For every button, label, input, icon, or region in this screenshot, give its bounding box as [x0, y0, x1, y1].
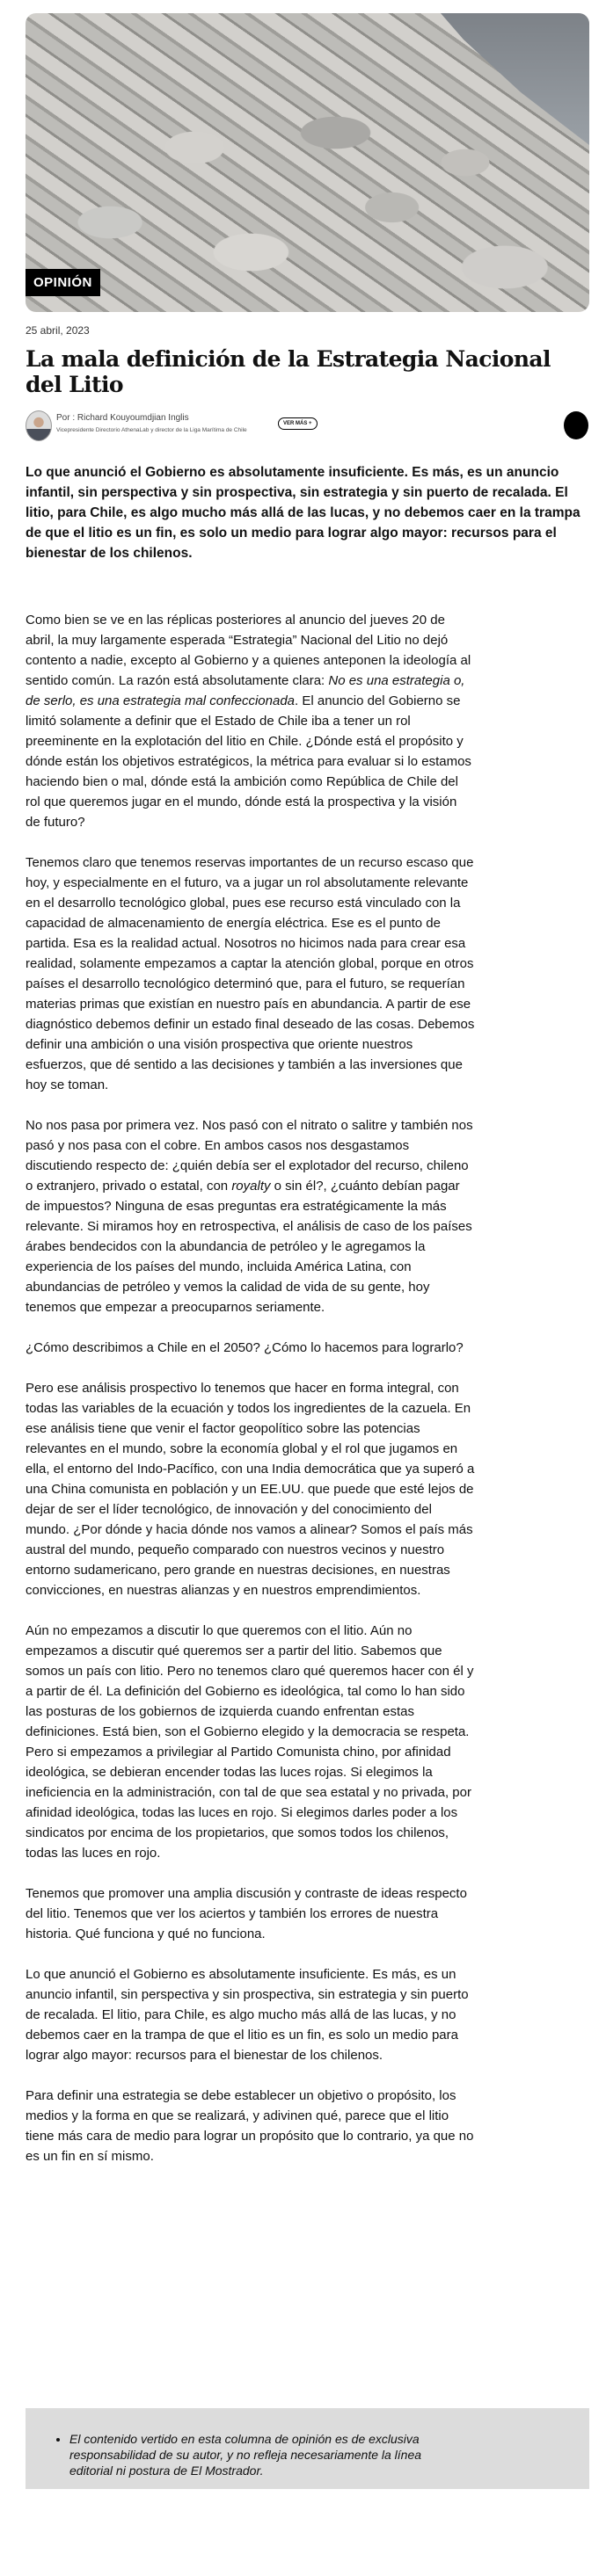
sky: [361, 13, 589, 145]
disclaimer-text: • El contenido vertido en esta columna de opinión es de exclusiva responsabilidad de su autor, y no refleja necesariamente la línea editorial ni postura de El Mostrador.: [69, 2431, 439, 2478]
paragraph: [26, 610, 475, 832]
italic-text: royalty: [231, 1179, 271, 1194]
article-lead: Lo que anunció el Gobierno es absolutamente insuficiente. Es más, es un anuncio infantil, sin perspectiva y sin prospectiva, sin estrategia y sin puerto de recalada. El litio, para Chile, es algo mucho más allá de las lucas, y no debemos caer en la trampa de que el litio es un fin, es solo un medio para lograr algo mayor: recursos para el bienestar de los chilenos.: [26, 465, 580, 561]
paragraph: Tenemos claro que tenemos reservas importantes de un recurso escaso que hoy, y especialmente en el futuro, va a jugar un rol absolutamente relevante en el desarrollo tecnológico global, pues ese recurso está vinculado con la capacidad de almacenamiento de energía eléctrica. Ese es el punto de partida. Esa es la realidad actual. Nosotros no hicimos nada para crear esa realidad, solamente empezamos a captar la atención global, porque en otros países el desarrollo tecnológico determinó que, para el futuro, se requerían materias primas que existían en nuestro país en abundancia. A partir de ese diagnóstico debemos definir un estado final deseado de las cosas. Debemos definir una ambición o una visión prospectiva que oriente nuestros esfuerzos, que dé sentido a las decisiones y también a las inversiones que hoy se toman.: [26, 855, 475, 1092]
author-role: Vicepresidente Directorio AthenaLab y director de la Liga Marítima de Chile: [56, 427, 247, 433]
paragraph: ¿Cómo describimos a Chile en el 2050? ¿Cómo lo hacemos para lograrlo?: [26, 1340, 464, 1355]
text: . El anuncio del Gobierno se limitó solamente a definir que el Estado de Chile iba a tener un rol preeminente en la explotación del litio en Chile. ¿Dónde está el propósito y dónde están los objetivos estratégicos, la métrica para evaluar si lo estamos haciendo bien o mal, dónde está la ambición como República de Chile del rol que queremos jugar en el mundo, dónde está la prospectiva y la visión de futuro?: [26, 693, 471, 830]
disclaimer-box: [26, 2408, 589, 2489]
avatar[interactable]: [26, 410, 52, 441]
see-more-button[interactable]: VER MÁS +: [278, 417, 318, 430]
paragraph: Para definir una estrategia se debe establecer un objetivo o propósito, los medios y la forma en que se realizará, y adivinen qué, parece que el litio tiene más cara de medio para lograr un propósito que lo contrario, ya que no es un fin en sí mismo.: [26, 2088, 474, 2164]
paragraph: [26, 1115, 475, 1317]
author-byline[interactable]: Por : Richard Kouyoumdjian Inglis: [56, 413, 189, 423]
paragraph: Aún no empezamos a discutir lo que queremos con el litio. Aún no empezamos a discutir qué queremos ser a partir del litio. Sabemos que somos un país con litio. Pero no tenemos claro qué queremos hacer con él y a partir de él. La definición del Gobierno es ideológica, tal como lo han sido las posturas de los gobiernos de izquierda cuando enfrentan estas definiciones. Está bien, son el Gobierno elegido y la democracia se respeta. Pero si empezamos a privilegiar al Partido Comunista chino, por afinidad ideológica, se debieran encender todas las luces rojas. Si elegimos la ineficiencia en la administración, con tal de que sea estatal y no privada, por afinidad ideológica, todas las luces en rojo. Si elegimos darles poder a los sindicatos por encima de los propietarios, que somos todos los chilenos, todas las luces en rojo.: [26, 1623, 474, 1861]
article-title: La mala definición de la Estrategia Nacional del Litio: [26, 346, 551, 397]
publish-date: 25 abril, 2023: [26, 324, 90, 337]
text: o sin él?, ¿cuánto debían pagar de impuestos? Ninguna de esas preguntas era estratégicamente la más relevante. Si miramos hoy en retrospectiva, el análisis de caso de los países árabes bendecidos con la abundancia de petróleo y le agregamos la experiencia de los países del mundo, incluida América Latina, con abundancias de petróleo y vemos la calidad de vida de su gente, hoy tenemos que empezar a preocuparnos seriamente.: [26, 1179, 472, 1315]
hero-image: [26, 13, 589, 312]
author-row: [26, 410, 589, 439]
text: No nos pasa por primera vez. Nos pasó con el nitrato o salitre y también nos pasó y nos pasa con el cobre. En ambos casos nos desgastamos discutiendo respecto de: ¿quién debía ser el explotador del recurso, chileno o extranjero, privado o estatal, con: [26, 1118, 473, 1194]
text: Como bien se ve en las réplicas posteriores al anuncio del jueves 20 de abril, la muy largamente esperada “Estrategia” Nacional del Litio no dejó contento a nadie, excepto al Gobierno y a quienes anteponen la ideología al sentido común. La razón está absolutamente clara:: [26, 613, 471, 688]
paragraph: Lo que anunció el Gobierno es absolutamente insuficiente. Es más, es un anuncio infantil, sin perspectiva y sin prospectiva, sin estrategia y sin puerto de recalada. El litio, para Chile, es algo mucho más allá de las lucas, y no debemos caer en la trampa de que el litio es un fin, es solo un medio para lograr algo mayor: recursos para el bienestar de los chilenos.: [26, 1967, 469, 2063]
paragraph: Pero ese análisis prospectivo lo tenemos que hacer en forma integral, con todas las variables de la ecuación y todos los ingredientes de la cazuela. En ese análisis tiene que venir el factor geopolítico sobre las potencias relevantes en el mundo, sobre la economía global y el rol que jugamos en ella, el entorno del Indo-Pacífico, con una India democrática que ya superó a una China comunista en población y un EE.UU. que puede que esté lejos de dejar de ser el líder tecnológico, de innovación y del conocimiento del mundo. ¿Por dónde y hacia dónde nos vamos a alinear? Somos el país más austral del mundo, pequeño comparado con nuestros vecinos y nuestro entorno sudamericano, pero grande en nuestras decisiones, en nuestras convicciones, en nuestras alianzas y en nuestros emprendimientos.: [26, 1381, 475, 1598]
category-badge[interactable]: OPINIÓN: [26, 269, 100, 296]
menu-circle-icon[interactable]: [564, 411, 588, 439]
paragraph: Tenemos que promover una amplia discusión y contraste de ideas respecto del litio. Tenemos que ver los aciertos y también los errores de nuestra historia. Qué funciona y qué no funciona.: [26, 1886, 467, 1941]
italic-text: No es una estrategia o, de serlo, es una estrategia mal confeccionada: [26, 673, 465, 708]
article-body: [26, 610, 475, 2187]
